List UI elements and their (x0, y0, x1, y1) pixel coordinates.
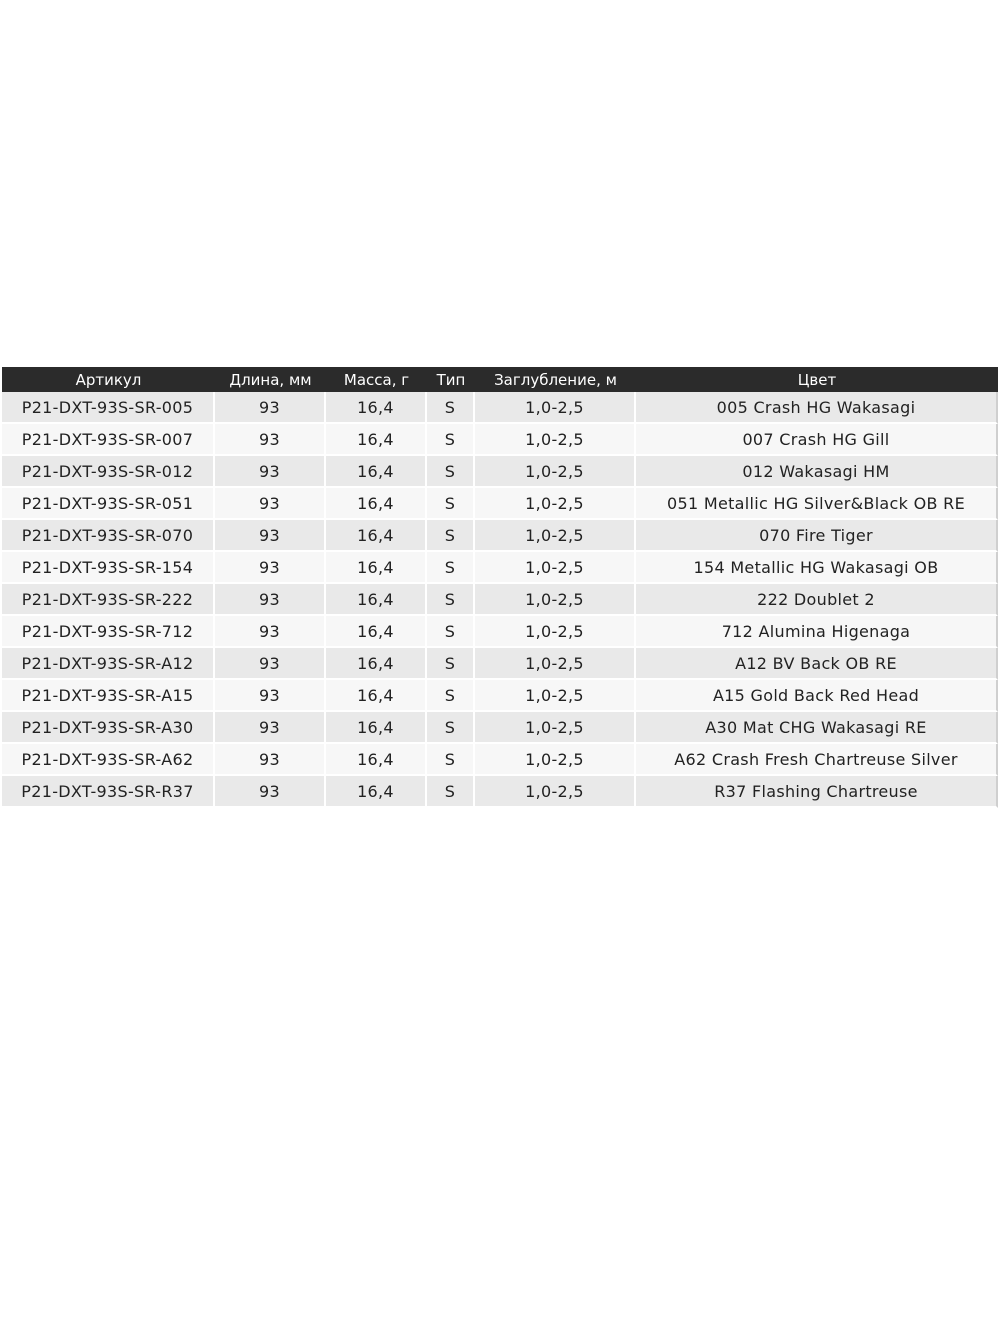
length-cell: 93 (215, 584, 326, 616)
header-length: Длина, мм (215, 367, 326, 392)
article-cell: P21-DXT-93S-SR-154 (2, 552, 215, 584)
table-header (2, 367, 998, 392)
header-mass: Масса, г (326, 367, 427, 392)
length-cell: 93 (215, 744, 326, 776)
table-row (2, 392, 998, 424)
depth-cell: 1,0-2,5 (475, 744, 636, 776)
header-type: Тип (427, 367, 475, 392)
type-cell: S (427, 712, 475, 744)
article-cell: P21-DXT-93S-SR-A30 (2, 712, 215, 744)
length-cell: 93 (215, 552, 326, 584)
depth-cell: 1,0-2,5 (475, 680, 636, 712)
mass-cell: 16,4 (326, 584, 427, 616)
article-cell: P21-DXT-93S-SR-A15 (2, 680, 215, 712)
table-row (2, 712, 998, 744)
color-cell: 154 Metallic HG Wakasagi OB (636, 552, 998, 584)
length-cell: 93 (215, 648, 326, 680)
length-cell: 93 (215, 712, 326, 744)
table-row (2, 456, 998, 488)
color-cell: 051 Metallic HG Silver&Black OB RE (636, 488, 998, 520)
color-cell: 712 Alumina Higenaga (636, 616, 998, 648)
depth-cell: 1,0-2,5 (475, 424, 636, 456)
type-cell: S (427, 488, 475, 520)
type-cell: S (427, 424, 475, 456)
table-row (2, 488, 998, 520)
table-row (2, 680, 998, 712)
depth-cell: 1,0-2,5 (475, 648, 636, 680)
type-cell: S (427, 456, 475, 488)
color-cell: 070 Fire Tiger (636, 520, 998, 552)
depth-cell: 1,0-2,5 (475, 520, 636, 552)
header-row (2, 367, 998, 392)
length-cell: 93 (215, 616, 326, 648)
mass-cell: 16,4 (326, 648, 427, 680)
type-cell: S (427, 744, 475, 776)
type-cell: S (427, 584, 475, 616)
article-cell: P21-DXT-93S-SR-222 (2, 584, 215, 616)
type-cell: S (427, 680, 475, 712)
article-cell: P21-DXT-93S-SR-012 (2, 456, 215, 488)
article-cell: P21-DXT-93S-SR-R37 (2, 776, 215, 808)
article-cell: P21-DXT-93S-SR-007 (2, 424, 215, 456)
depth-cell: 1,0-2,5 (475, 488, 636, 520)
color-cell: A30 Mat CHG Wakasagi RE (636, 712, 998, 744)
type-cell: S (427, 392, 475, 424)
length-cell: 93 (215, 680, 326, 712)
depth-cell: 1,0-2,5 (475, 616, 636, 648)
type-cell: S (427, 776, 475, 808)
table-row (2, 424, 998, 456)
article-cell: P21-DXT-93S-SR-712 (2, 616, 215, 648)
header-article: Артикул (2, 367, 215, 392)
article-cell: P21-DXT-93S-SR-051 (2, 488, 215, 520)
mass-cell: 16,4 (326, 520, 427, 552)
mass-cell: 16,4 (326, 424, 427, 456)
depth-cell: 1,0-2,5 (475, 456, 636, 488)
depth-cell: 1,0-2,5 (475, 776, 636, 808)
color-cell: 007 Crash HG Gill (636, 424, 998, 456)
type-cell: S (427, 520, 475, 552)
header-depth: Заглубление, м (475, 367, 636, 392)
color-cell: 012 Wakasagi HM (636, 456, 998, 488)
length-cell: 93 (215, 776, 326, 808)
table-row (2, 648, 998, 680)
mass-cell: 16,4 (326, 392, 427, 424)
mass-cell: 16,4 (326, 712, 427, 744)
type-cell: S (427, 648, 475, 680)
depth-cell: 1,0-2,5 (475, 584, 636, 616)
table-row (2, 584, 998, 616)
article-cell: P21-DXT-93S-SR-070 (2, 520, 215, 552)
depth-cell: 1,0-2,5 (475, 552, 636, 584)
table-row (2, 520, 998, 552)
length-cell: 93 (215, 456, 326, 488)
depth-cell: 1,0-2,5 (475, 712, 636, 744)
mass-cell: 16,4 (326, 552, 427, 584)
article-cell: P21-DXT-93S-SR-A12 (2, 648, 215, 680)
table-body (2, 392, 998, 808)
length-cell: 93 (215, 424, 326, 456)
color-cell: R37 Flashing Chartreuse (636, 776, 998, 808)
table-row (2, 744, 998, 776)
length-cell: 93 (215, 520, 326, 552)
mass-cell: 16,4 (326, 680, 427, 712)
color-cell: A62 Crash Fresh Chartreuse Silver (636, 744, 998, 776)
product-specs-table (2, 367, 998, 808)
table-row (2, 552, 998, 584)
product-specs-table-container (2, 367, 998, 808)
color-cell: A12 BV Back OB RE (636, 648, 998, 680)
depth-cell: 1,0-2,5 (475, 392, 636, 424)
table-row (2, 776, 998, 808)
color-cell: 222 Doublet 2 (636, 584, 998, 616)
article-cell: P21-DXT-93S-SR-A62 (2, 744, 215, 776)
mass-cell: 16,4 (326, 488, 427, 520)
table-row (2, 616, 998, 648)
color-cell: A15 Gold Back Red Head (636, 680, 998, 712)
length-cell: 93 (215, 488, 326, 520)
mass-cell: 16,4 (326, 744, 427, 776)
type-cell: S (427, 616, 475, 648)
mass-cell: 16,4 (326, 456, 427, 488)
article-cell: P21-DXT-93S-SR-005 (2, 392, 215, 424)
mass-cell: 16,4 (326, 776, 427, 808)
length-cell: 93 (215, 392, 326, 424)
color-cell: 005 Crash HG Wakasagi (636, 392, 998, 424)
header-color: Цвет (636, 367, 998, 392)
type-cell: S (427, 552, 475, 584)
mass-cell: 16,4 (326, 616, 427, 648)
